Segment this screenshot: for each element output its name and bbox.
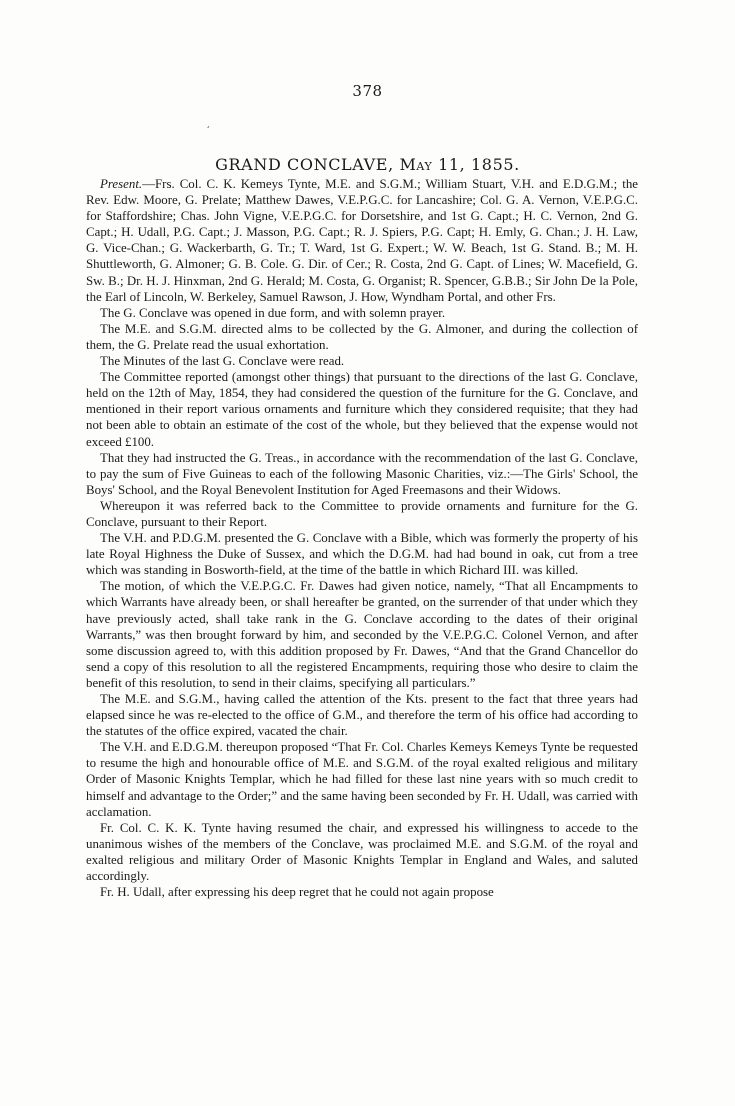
- paragraph: [86, 739, 638, 819]
- paragraph: [86, 176, 638, 305]
- paragraph-text: The M.E. and S.G.M. directed alms to be collected by the G. Almoner, and during the collection of them, the G. Prelate read the usual exhortation.: [86, 321, 638, 352]
- paragraph: [86, 498, 638, 530]
- paragraph-lead: Present.: [100, 177, 143, 191]
- paragraph-text: The M.E. and S.G.M., having called the attention of the Kts. present to the fact that three years had elapsed since he was re-elected to the office of G.M., and therefore the term of his office had according to the statutes of the office expired, vacated the chair.: [86, 692, 638, 739]
- paragraph-text: The Minutes of the last G. Conclave were read.: [100, 354, 345, 369]
- paragraph: [86, 691, 638, 739]
- minutes-body: [86, 176, 638, 900]
- paragraph: [86, 321, 638, 353]
- paragraph: [86, 353, 638, 369]
- section-heading: [0, 155, 735, 174]
- paragraph-text: The V.H. and E.D.G.M. thereupon proposed “That Fr. Col. Charles Kemeys Kemeys Tynte be requested to resume the high and honourable office of M.E. and S.G.M. of the royal exalted religious and military Order of Masonic Knights Templar, which he had filled for these last nine years with so much credit to himself and advantage to the Order;” and the same having been seconded by Fr. H. Udall, was carried with acclamation.: [86, 740, 638, 819]
- paragraph-text: Whereupon it was referred back to the Committee to provide ornaments and furniture for the G. Conclave, pursuant to their Report.: [86, 498, 638, 529]
- paragraph: [86, 820, 638, 884]
- paragraph-text: The V.H. and P.D.G.M. presented the G. Conclave with a Bible, which was formerly the property of his late Royal Highness the Duke of Sussex, and which the D.G.M. had had bound in oak, cut from a tree which was standing in Bosworth-field, at the time of the battle in which Richard III. was killed.: [86, 531, 638, 578]
- paragraph-text: The motion, of which the V.E.P.G.C. Fr. Dawes had given notice, namely, “That all Encampments to which Warrants have already been, or shall hereafter be granted, on the surrender of that under which they have previously acted, shall take rank in the G. Conclave according to the dates of their original Warrants,” was then brought forward by him, and seconded by the V.E.P.G.C. Colonel Vernon, and after some discussion agreed to, with this addition proposed by Fr. Dawes, “And that the Grand Chancellor do send a copy of this resolution to all the registered Encampments, requiring those who desire to claim the benefit of this resolution, to send in their claims, specifying all particulars.”: [86, 579, 638, 690]
- paragraph-text: That they had instructed the G. Treas., in accordance with the recommendation of the last G. Conclave, to pay the sum of Five Guineas to each of the following Masonic Charities, viz.:—The Girls' School, the Boys' School, and the Royal Benevolent Institution for Aged Freemasons and their Widows.: [86, 450, 638, 497]
- paragraph-text: Fr. H. Udall, after expressing his deep regret that he could not again propose: [100, 885, 494, 900]
- printer-mark: ¸: [206, 119, 211, 129]
- paragraph: [86, 450, 638, 498]
- heading-date: May 11, 1855.: [399, 155, 520, 174]
- page-number: 378: [352, 82, 383, 100]
- paragraph-text: The G. Conclave was opened in due form, and with solemn prayer.: [100, 305, 446, 320]
- paragraph-text: Fr. Col. C. K. K. Tynte having resumed the chair, and expressed his willingness to accede to the unanimous wishes of the members of the Conclave, was proclaimed M.E. and S.G.M. of the royal and exalted religious and military Order of Masonic Knights Templar in England and Wales, and saluted accordingly.: [86, 820, 638, 884]
- paragraph-text: —Frs. Col. C. K. Kemeys Tynte, M.E. and S.G.M.; William Stuart, V.H. and E.D.G.M.; the Rev. Edw. Moore, G. Prelate; Matthew Dawes, V.E.P.G.C. for Lancashire; Col. G. A. Vernon, V.E.P.G.C. for Staffordshire; Chas. John Vigne, V.E.P.G.C. for Dorsetshire, and 1st G. Capt.; H. C. Vernon, 2nd G. Capt.; H. Udall, P.G. Capt.; J. Masson, P.G. Capt.; R. J. Spiers, P.G. Capt; H. Emly, G. Chan.; J. H. Law, G. Vice-Chan.; G. Wackerbarth, G. Tr.; T. Ward, 1st G. Expert.; W. W. Beach, 1st G. Stand. B.; M. H. Shuttleworth, G. Almoner; G. B. Cole. G. Dir. of Cer.; R. Costa, 2nd G. Capt. of Lines; W. Macefield, G. Sw. B.; Dr. H. J. Hinxman, 2nd G. Herald; M. Costa, G. Organist; R. Spencer, G.B.B.; Sir John De la Pole, the Earl of Lincoln, W. Berkeley, Samuel Rawson, J. How, Wyndham Portal, and other Frs.: [86, 177, 638, 304]
- paragraph: [86, 530, 638, 578]
- paragraph-text: The Committee reported (amongst other things) that pursuant to the directions of the last G. Conclave, held on the 12th of May, 1854, they had considered the question of the furniture for the G. Conclave, and mentioned in their report various ornaments and furniture which they considered requisite; that they had not been able to obtain an estimate of the cost of the whole, but they believed that the expense would not exceed £100.: [86, 370, 638, 449]
- paragraph: [86, 369, 638, 449]
- paragraph: [86, 884, 638, 900]
- paragraph: [86, 578, 638, 691]
- heading-title: GRAND CONCLAVE,: [215, 155, 394, 174]
- paragraph: [86, 305, 638, 321]
